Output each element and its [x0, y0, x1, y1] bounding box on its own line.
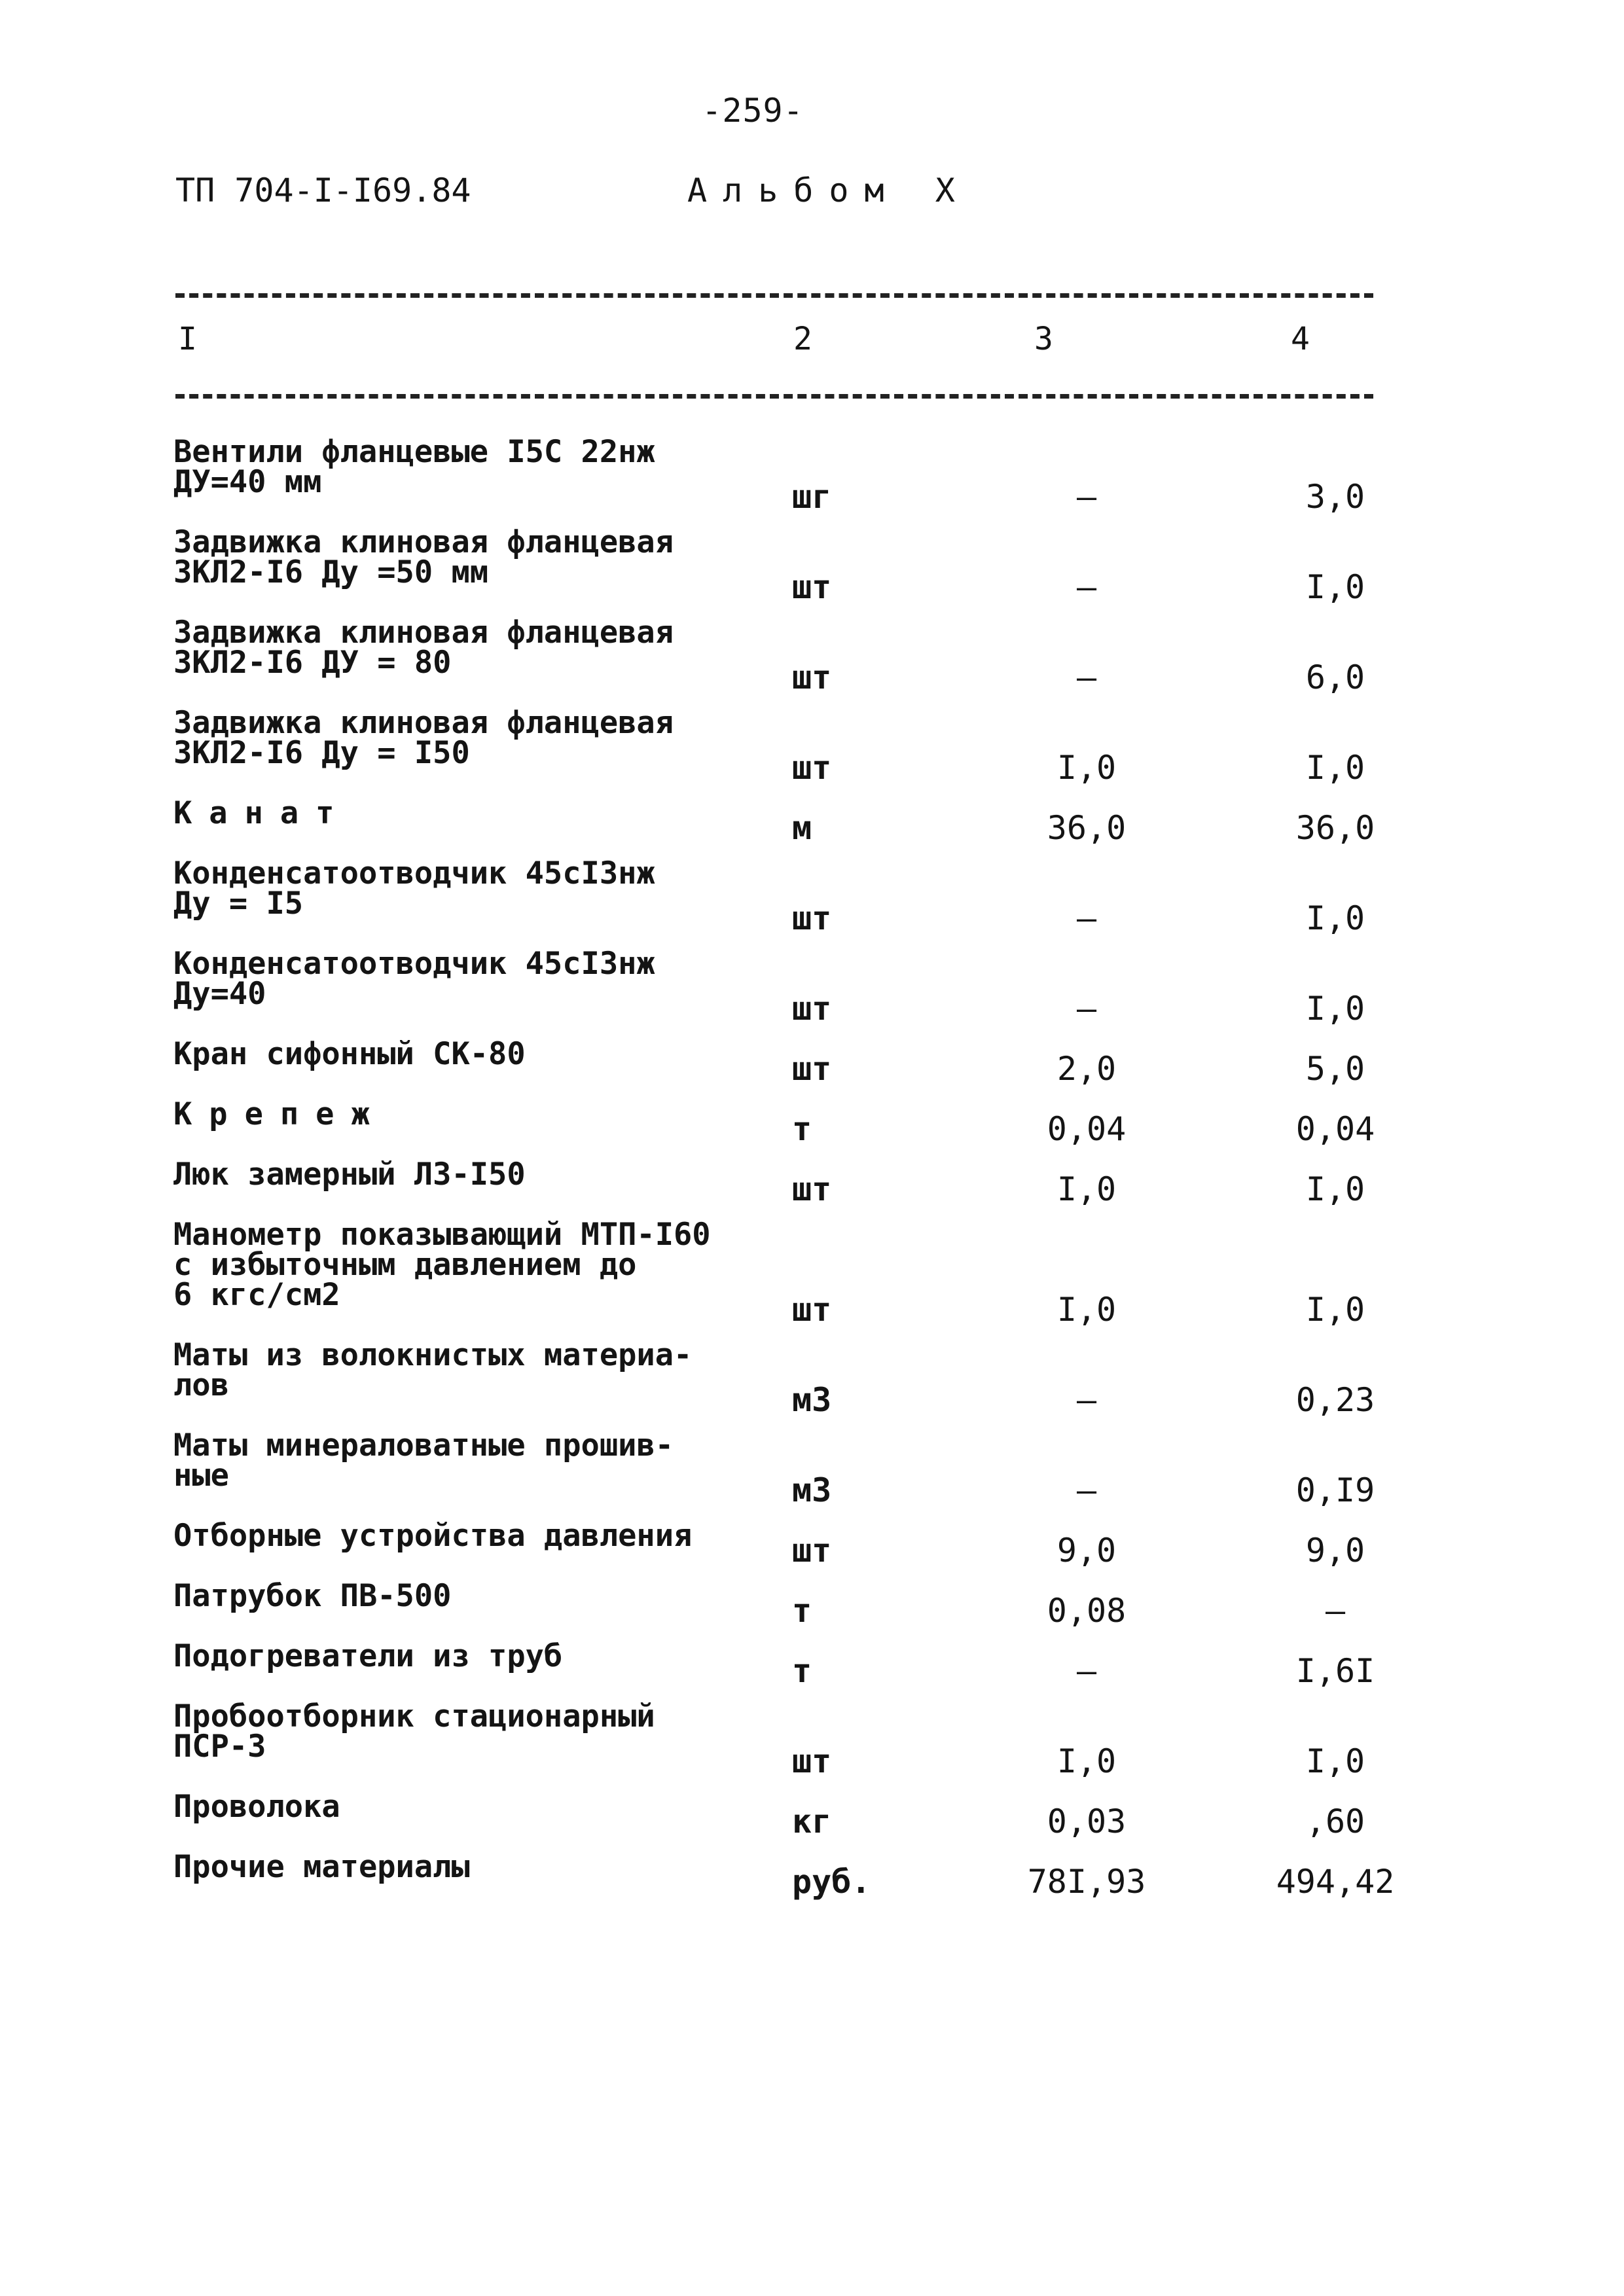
item-value-col4: –: [1325, 1592, 1346, 1630]
table-row: [0, 946, 1624, 1039]
item-value-col3: –: [1076, 990, 1097, 1028]
item-value-col3: 78I,93: [1027, 1863, 1146, 1901]
item-value-col4: I,0: [1305, 899, 1365, 937]
table-row: [0, 1578, 1624, 1641]
item-unit: т: [792, 1652, 812, 1690]
table-row: [0, 1157, 1624, 1220]
item-value-col3: 0,08: [1047, 1592, 1127, 1630]
item-unit: руб.: [792, 1863, 871, 1901]
table-row: [0, 795, 1624, 859]
item-unit: шт: [792, 899, 832, 937]
item-unit: шт: [792, 1532, 832, 1570]
item-value-col3: –: [1076, 1381, 1097, 1419]
item-value-col4: 5,0: [1305, 1050, 1365, 1088]
item-name: Отборные устройства давления: [173, 1518, 693, 1554]
item-unit: шт: [792, 990, 832, 1028]
item-value-col3: 36,0: [1047, 809, 1127, 847]
item-name: Кран сифонный СК-80: [173, 1036, 526, 1072]
item-unit: м3: [792, 1471, 832, 1509]
document-code: ТП 704-I-I69.84: [175, 171, 471, 209]
item-name: Пробоотборник стационарный ПСР-3: [173, 1698, 655, 1765]
column-header-3: 3: [1034, 321, 1053, 357]
item-value-col4: 36,0: [1295, 809, 1375, 847]
item-value-col3: –: [1076, 1471, 1097, 1509]
item-name: Канат: [173, 795, 352, 831]
item-value-col4: I,0: [1305, 1170, 1365, 1208]
item-value-col4: 0,04: [1295, 1110, 1375, 1148]
item-name: Подогреватели из труб: [173, 1638, 563, 1674]
item-name: Патрубок ПВ-500: [173, 1578, 452, 1614]
item-unit: шт: [792, 1742, 832, 1780]
table-row: [0, 615, 1624, 708]
item-name: Проволока: [173, 1789, 340, 1825]
item-name: Люк замерный ЛЗ-I50: [173, 1157, 526, 1193]
item-name: Конденсатоотводчик 45сI3нж Ду = I5: [173, 855, 655, 922]
item-unit: шт: [792, 749, 832, 787]
item-value-col4: I,0: [1305, 749, 1365, 787]
table-row: [0, 1036, 1624, 1100]
column-header-1: I: [178, 321, 197, 357]
table-row: [0, 434, 1624, 528]
album-title: Альбом X: [687, 171, 971, 209]
item-value-col3: –: [1076, 1652, 1097, 1690]
table-header-rule: [175, 394, 1373, 399]
item-name: Задвижка клиновая фланцевая ЗКЛ2-I6 Ду = I50: [173, 705, 674, 771]
item-unit: кг: [792, 1803, 832, 1840]
item-value-col4: ,60: [1305, 1803, 1365, 1840]
item-unit: т: [792, 1110, 812, 1148]
item-name: Вентили фланцевые I5C 22нж ДУ=40 мм: [173, 434, 655, 500]
materials-table: [0, 434, 1624, 1912]
item-name: Задвижка клиновая фланцевая ЗКЛ2-I6 Ду =50 мм: [173, 524, 674, 590]
item-value-col4: 9,0: [1305, 1532, 1365, 1570]
table-row: [0, 1217, 1624, 1340]
item-value-col4: I,0: [1305, 1742, 1365, 1780]
item-value-col3: 9,0: [1056, 1532, 1117, 1570]
page-number: -259-: [702, 92, 804, 130]
item-unit: шг: [792, 478, 832, 516]
table-row: [0, 705, 1624, 798]
item-name: Маты минераловатные прошив- ные: [173, 1427, 674, 1494]
table-row: [0, 1427, 1624, 1521]
item-value-col3: –: [1076, 478, 1097, 516]
item-unit: шт: [792, 1291, 832, 1329]
item-value-col3: I,0: [1056, 1291, 1117, 1329]
item-name: Задвижка клиновая фланцевая ЗКЛ2-I6 ДУ = 80: [173, 615, 674, 681]
item-value-col3: I,0: [1056, 749, 1117, 787]
table-row: [0, 1518, 1624, 1581]
column-header-2: 2: [793, 321, 812, 357]
item-unit: м: [792, 809, 812, 847]
item-unit: шт: [792, 1050, 832, 1088]
item-value-col4: 0,I9: [1295, 1471, 1375, 1509]
column-header-4: 4: [1291, 321, 1310, 357]
table-row: [0, 1849, 1624, 1912]
item-value-col3: 0,03: [1047, 1803, 1127, 1840]
item-unit: шт: [792, 1170, 832, 1208]
item-value-col3: I,0: [1056, 1170, 1117, 1208]
item-value-col4: I,0: [1305, 1291, 1365, 1329]
item-value-col3: –: [1076, 899, 1097, 937]
item-unit: шт: [792, 658, 832, 696]
item-name: Манометр показывающий МТП-I60 с избыточным давлением до 6 кгс/см2: [173, 1217, 711, 1313]
table-row: [0, 1337, 1624, 1431]
table-row: [0, 1638, 1624, 1702]
table-top-rule: [175, 293, 1373, 298]
item-value-col3: 2,0: [1056, 1050, 1117, 1088]
item-name: Прочие материалы: [173, 1849, 470, 1885]
item-value-col4: I,0: [1305, 990, 1365, 1028]
item-value-col4: I,0: [1305, 568, 1365, 606]
item-name: Конденсатоотводчик 45сI3нж Ду=40: [173, 946, 655, 1012]
item-unit: шт: [792, 568, 832, 606]
table-row: [0, 1789, 1624, 1852]
item-value-col4: 3,0: [1305, 478, 1365, 516]
item-unit: т: [792, 1592, 812, 1630]
item-value-col4: 6,0: [1305, 658, 1365, 696]
item-value-col3: I,0: [1056, 1742, 1117, 1780]
item-unit: м3: [792, 1381, 832, 1419]
item-name: Маты из волокнистых материа- лов: [173, 1337, 693, 1403]
item-value-col4: I,6I: [1295, 1652, 1375, 1690]
item-value-col3: 0,04: [1047, 1110, 1127, 1148]
table-row: [0, 1096, 1624, 1160]
table-row: [0, 855, 1624, 949]
item-name: Крепеж: [173, 1096, 387, 1132]
item-value-col3: –: [1076, 658, 1097, 696]
item-value-col4: 494,42: [1276, 1863, 1395, 1901]
table-row: [0, 524, 1624, 618]
item-value-col3: –: [1076, 568, 1097, 606]
item-value-col4: 0,23: [1295, 1381, 1375, 1419]
table-row: [0, 1698, 1624, 1792]
